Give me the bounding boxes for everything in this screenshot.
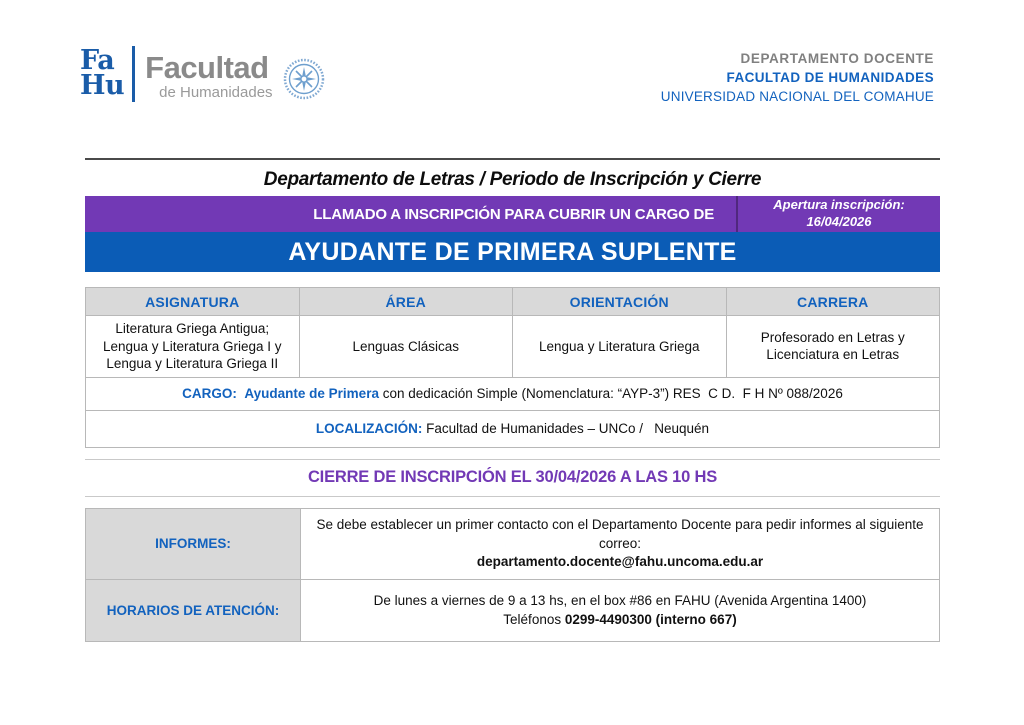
horarios-label: HORARIOS DE ATENCIÓN: [86,580,301,642]
fahu-monogram-fa: Fa [80,45,115,76]
letterhead-block [661,44,934,114]
cargo-row [86,377,940,410]
page-header [0,0,1024,114]
closing-date-notice: CIERRE DE INSCRIPCIÓN EL 30/04/2026 A LAS 10 HS [85,459,940,497]
column-header-area: ÁREA [299,288,513,316]
cargo-description: con dedicación Simple (Nomenclatura: “AYP-3”) RES C D. F H Nº 088/2026 [382,386,843,402]
horarios-phone: 0299-4490300 (interno 667) [564,611,737,627]
faculty-subname: de Humanidades [159,84,273,101]
informes-row [86,508,940,580]
opening-date-value: 16/04/2026 [806,214,872,229]
opening-date-label: Apertura inscripción: [773,197,905,213]
localizacion-cell [86,410,940,447]
page-title: Departamento de Letras / Periodo de Inscripción y Cierre [85,158,940,196]
fahu-monogram [80,45,125,102]
cell-carrera: Profesorado en Letras y Licenciatura en Letras [726,316,940,378]
localizacion-row [86,410,940,447]
informes-text: Se debe establecer un primer contacto con el Departamento Docente para pedir informes al siguiente correo: [316,516,924,551]
position-details-table [85,287,940,448]
cargo-label: CARGO: [182,386,237,402]
faculty-wordmark [145,44,272,101]
faculty-name: Facultad [145,50,269,85]
letterhead-department: DEPARTAMENTO DOCENTE [740,51,934,66]
opening-date-cell [738,196,940,232]
informes-label: INFORMES: [86,508,301,580]
cargo-value: Ayudante de Primera [244,386,379,402]
informes-email: departamento.docente@fahu.uncoma.edu.ar [476,554,764,570]
call-banner-label: LLAMADO A INSCRIPCIÓN PARA CUBRIR UN CARGO DE [85,196,738,232]
unco-seal-icon [283,58,325,100]
column-header-orientacion: ORIENTACIÓN [513,288,727,316]
fahu-monogram-hu: Hu [80,70,125,102]
document-body [85,158,940,642]
fahu-logo [80,44,325,114]
table-header-row [86,288,940,316]
cell-area: Lenguas Clásicas [299,316,513,378]
horarios-line2-prefix: Teléfonos [503,611,565,627]
column-header-asignatura: ASIGNATURA [86,288,300,316]
letterhead-faculty: FACULTAD DE HUMANIDADES [726,69,934,85]
cargo-cell [86,377,940,410]
letterhead-university: UNIVERSIDAD NACIONAL DEL COMAHUE [660,88,934,104]
cell-orientacion: Lengua y Literatura Griega [513,316,727,378]
horarios-line1: De lunes a viernes de 9 a 13 hs, en el box #86 en FAHU (Avenida Argentina 1400) [373,592,867,608]
horarios-body [301,580,940,642]
informes-body [301,508,940,580]
cell-asignatura: Literatura Griega Antigua; Lengua y Literatura Griega I y Lengua y Literatura Griega II [86,316,300,378]
horarios-row [86,580,940,642]
position-banner: AYUDANTE DE PRIMERA SUPLENTE [85,232,940,272]
localizacion-value: Facultad de Humanidades – UNCo / Neuquén [426,421,710,437]
logo-divider [132,46,135,102]
column-header-carrera: CARRERA [726,288,940,316]
call-banner [85,196,940,232]
localizacion-label: LOCALIZACIÓN: [315,421,423,437]
contact-info-table [85,508,940,643]
table-row [86,316,940,378]
